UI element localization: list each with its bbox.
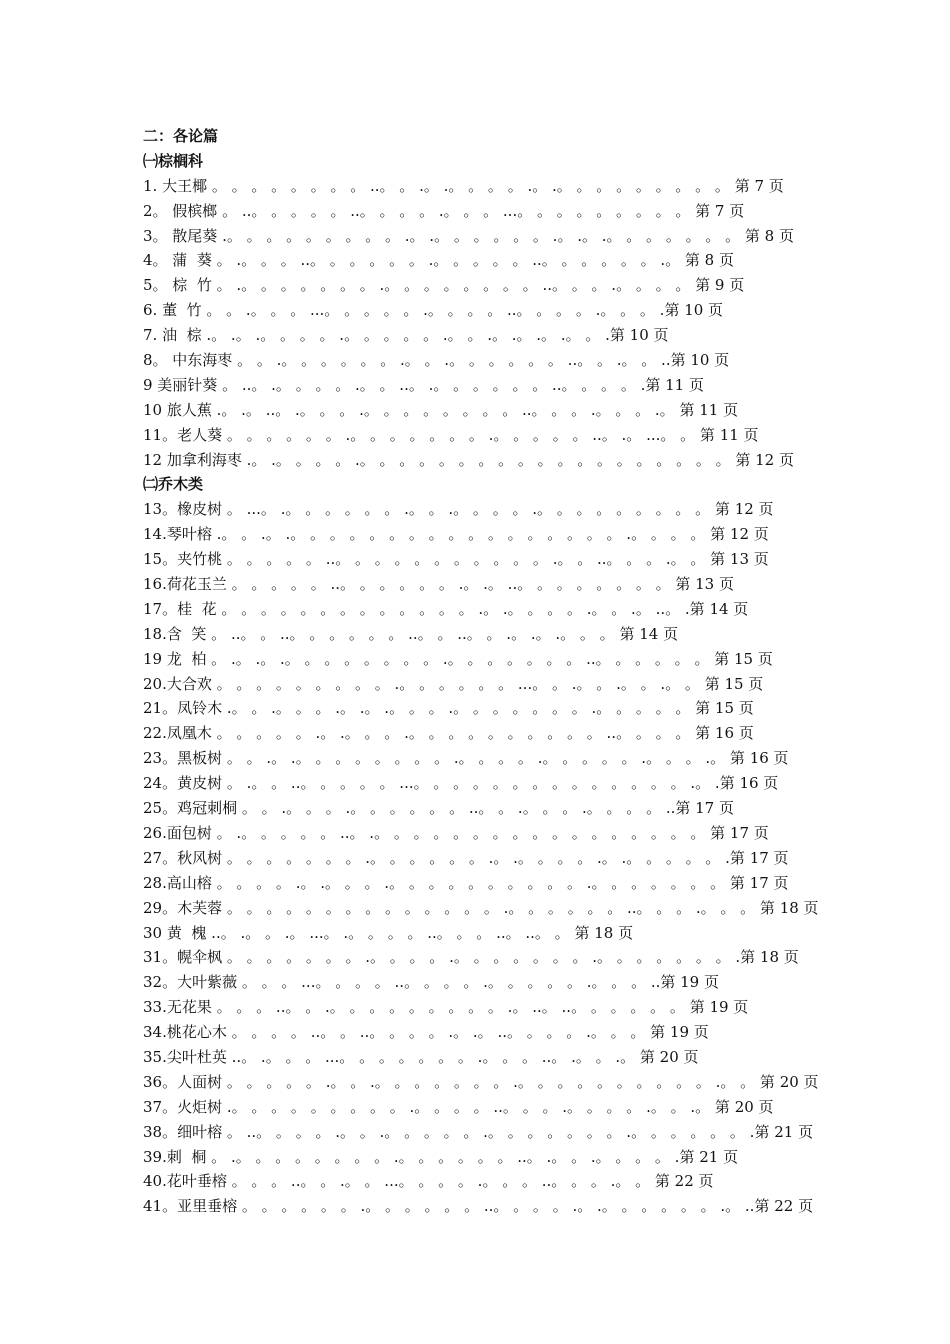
toc-entry-leader: 。 。 .。 。 。 ...。 。 。 。 。 .。 。 。 。 ..。 。 。 。 .。 。 。 .	[201, 301, 665, 320]
toc-entry-leader: .。 。 。 。 。 。 。 。 。 .。 。 。 。 ..。 。 。 .。 。 。 。 .。 。 .。	[222, 1097, 715, 1116]
toc-entry-leader: 。 ..。 。 。 。 。 ..。 。 。 。 .。 。 。 ...。 。 。 。 。 。 。 。 。	[217, 201, 696, 220]
toc-entry-leader: 。 。 .。 。 。 。 。 。 .。 。 .。 。 。 。 。 。 ..。 。 .。 。 ..	[232, 351, 671, 370]
toc-entry-label: 20.大合欢	[143, 674, 212, 693]
toc-entry-label: 15。夹竹桃	[143, 550, 223, 569]
toc-entry-label: 3。 散尾葵	[143, 226, 218, 245]
toc-entry-label: 5。 棕 竹	[143, 276, 212, 295]
toc-entry-page: 第 15 页	[714, 649, 773, 668]
toc-entry[interactable]	[143, 846, 823, 871]
toc-entry-page: 第 13 页	[710, 550, 769, 569]
toc-entry-leader: 。 ...。 .。 。 。 。 。 。 .。 。 .。 。 。 。 .。 。 。 。 。 。 。 。 。	[222, 500, 715, 519]
toc-entry[interactable]	[143, 448, 823, 473]
toc-entry-label: 10 旅人蕉	[143, 400, 212, 419]
toc-entry-label: 17。桂 花	[143, 599, 217, 618]
toc-entry[interactable]	[143, 1169, 823, 1194]
toc-entry-page: 第 22 页	[754, 1197, 814, 1216]
toc-entry-leader: 。 .。 。 。 。 。 。 。 .。 。 。 。 。 。 。 。 ..。 。 。 .。 。 。 。	[211, 276, 696, 295]
toc-entry-label: 14.琴叶榕	[143, 525, 212, 544]
toc-entry-label: 28.高山榕	[143, 873, 212, 892]
toc-entry-leader: 。 。 。 。 。 。 .。 。 。 。 。 。 。 .。 。 。 。 。 ..。 .。 ...。 。	[222, 425, 700, 444]
toc-entry[interactable]	[143, 547, 823, 572]
toc-entry-leader: 。 ..。 .。 。 。 。 .。 。 ..。 .。 。 。 。 。 。 ..。 。 。 。 .	[217, 375, 646, 394]
toc-entry-label: 6. 董 竹	[143, 301, 202, 320]
toc-entry[interactable]	[143, 672, 823, 697]
toc-entry[interactable]	[143, 497, 823, 522]
toc-entry-page: 第 8 页	[744, 226, 794, 245]
toc-entry-leader: 。 .。 。 。 。 。 。 。 。 .。 。 。 。 。 。 ..。 .。 。 .。 。 。 。 .	[206, 1147, 680, 1166]
toc-entry-label: 37。火炬树	[143, 1097, 223, 1116]
toc-entry-page: 第 11 页	[699, 425, 759, 444]
toc-entry-label: 35.尖叶杜英	[143, 1047, 227, 1066]
toc-entry-label: 7. 油 棕	[143, 326, 202, 345]
toc-entry-page: 第 20 页	[714, 1097, 774, 1116]
toc-entry[interactable]	[143, 995, 823, 1020]
toc-entry[interactable]	[143, 323, 823, 348]
toc-entry[interactable]	[143, 821, 823, 846]
toc-entry[interactable]	[143, 273, 823, 298]
toc-entry-label: 38。细叶榕	[143, 1122, 223, 1141]
toc-entry-page: 第 12 页	[714, 500, 774, 519]
toc-entry[interactable]	[143, 224, 823, 249]
toc-entry-leader: 。 。 .。 。 。 .。 。 。 。 。 。 ..。 。 .。 。 。 .。 。 。 。 ..	[237, 799, 676, 818]
toc-entry[interactable]	[143, 721, 823, 746]
toc-entry-leader: .。 。 .。 。 。 .。 .。 .。 。 。 .。 。 。 。 。 。 。 .。 。 。 。 。	[222, 699, 696, 718]
toc-entry-leader: 。 。 。 。 。 .。 。 .。 。 。 。 。 。 。 .。 。 。 。 。 。 。 。 。 。 .。 。	[222, 1072, 760, 1091]
toc-page	[143, 124, 823, 1219]
toc-entry-leader: 。 。 。 。 。 ..。 。 。 。 。 。 .。 .。 ..。 。 。 。 。 。 。 。	[226, 575, 676, 594]
toc-entry-leader: .。 .。 ..。 .。 。 。 .。 。 。 。 。 。 。 。 ..。 。 。 .。 。 。 .。	[211, 400, 680, 419]
toc-entry[interactable]	[143, 796, 823, 821]
toc-entry-page: 第 17 页	[675, 799, 734, 818]
toc-entry-page: 第 7 页	[695, 201, 745, 220]
toc-entry[interactable]	[143, 1070, 823, 1095]
toc-entry[interactable]	[143, 174, 823, 199]
toc-entry-leader: .。 。 .。 .。 。 。 。 。 。 。 。 。 。 。 。 。 。 。 。 。 .。 。 。 。	[211, 525, 711, 544]
toc-entry-page: 第 20 页	[759, 1072, 819, 1091]
toc-entry-label: 34.桃花心木	[143, 1023, 227, 1042]
toc-entry[interactable]	[143, 622, 823, 647]
toc-entry[interactable]	[143, 746, 823, 771]
group-heading: ㈠棕榈科	[143, 151, 204, 170]
toc-entry[interactable]	[143, 348, 823, 373]
toc-entry-label: 41。亚里垂榕	[143, 1197, 238, 1216]
toc-entry-leader: 。 。 。 。 。 。 。 。 ..。 。 .。 .。 。 。 。 .。 .。 。 。 。 。 。 。 。 。	[207, 176, 735, 195]
toc-entry-label: 40.花叶垂榕	[143, 1172, 227, 1191]
toc-entry-label: 30 黄 槐	[143, 923, 207, 942]
toc-entry-label: 11。老人葵	[143, 425, 223, 444]
toc-entry-leader: 。 。 。 ..。 。 .。 。 。 。 。 。 。 。 。 .。 ..。 ..。 。 。 。 。 。	[211, 998, 690, 1017]
toc-entry-page: 第 17 页	[710, 823, 769, 842]
toc-entry-leader: 。 .。 。 。 。 。 ..。 .。 。 。 。 。 。 。 。 。 。 。 。 。 。 。 。 。	[211, 823, 711, 842]
toc-entry-label: 12 加拿利海枣	[143, 450, 242, 469]
toc-entry-page: 第 19 页	[650, 1023, 709, 1042]
toc-entry[interactable]	[143, 298, 823, 323]
toc-entry-page: 第 12 页	[735, 450, 794, 469]
toc-entry-page: 第 15 页	[704, 674, 764, 693]
toc-entry[interactable]	[143, 647, 823, 672]
toc-entry-label: 2。 假槟榔	[143, 201, 218, 220]
toc-entry-label: 4。 蒲 葵	[143, 251, 212, 270]
toc-entry-leader: 。 ..。 。 。 。 .。 。 .。 。 。 。 。 .。 。 。 。 。 。 。 .。 。 。 。 。 。 .	[222, 1122, 755, 1141]
toc-entry-label: 19 龙 柏	[143, 649, 207, 668]
toc-entry-leader: ..。 .。 。 .。 ...。 .。 。 。 。 ..。 。 。 ..。 ..。 。	[206, 923, 575, 942]
toc-entry-page: 第 18 页	[740, 948, 799, 967]
section-title: 二：各论篇	[143, 127, 219, 145]
toc-entry-label: 29。木芙蓉	[143, 898, 223, 917]
toc-entry-leader: 。 。 。 。 。 。 。 。 。 .。 。 。 。 。 。 ...。 。 .。 。 .。 。 .。 。	[211, 674, 705, 693]
toc-entry-label: 18.含 笑	[143, 624, 207, 643]
toc-entry-leader: 。 。 。 。 。 。 。 .。 。 。 。 .。 。 。 。 。 。 。 .。 。 。 。 。 。 。 .	[222, 948, 741, 967]
toc-entry[interactable]	[143, 572, 823, 597]
toc-entry[interactable]	[143, 696, 823, 721]
toc-entry-leader: .。 .。 。 。 。 .。 。 。 。 。 。 。 。 。 。 。 。 。 。 。 。 。 。 。	[241, 450, 736, 469]
toc-entry[interactable]	[143, 398, 823, 423]
toc-entry[interactable]	[143, 896, 823, 921]
toc-entry-page: 第 21 页	[754, 1122, 814, 1141]
toc-entry-page: 第 14 页	[619, 624, 679, 643]
toc-entry[interactable]	[143, 1194, 823, 1219]
toc-entry-label: 33.无花果	[143, 998, 212, 1017]
toc-entry-page: 第 9 页	[695, 276, 745, 295]
toc-entry-label: 32。大叶紫薇	[143, 973, 238, 992]
toc-entry-page: 第 10 页	[670, 351, 730, 370]
toc-entry[interactable]	[143, 945, 823, 970]
toc-entry-label: 24。黄皮树	[143, 774, 223, 793]
toc-entry-page: 第 17 页	[729, 873, 789, 892]
toc-entry-page: 第 18 页	[574, 923, 634, 942]
toc-entry-page: 第 11 页	[679, 400, 739, 419]
toc-entry-page: 第 10 页	[609, 326, 669, 345]
toc-entry[interactable]	[143, 921, 823, 946]
toc-entry-label: 16.荷花玉兰	[143, 575, 227, 594]
toc-entry[interactable]	[143, 1145, 823, 1170]
toc-entry-page: 第 19 页	[689, 998, 749, 1017]
toc-entry-leader: 。 。 。 。 ..。 。 ..。 。 。 。 .。 .。 ..。 。 。 。 .。 。 。	[226, 1023, 651, 1042]
toc-entry[interactable]	[143, 1045, 823, 1070]
toc-entry-label: 8。 中东海枣	[143, 351, 233, 370]
toc-entry-page: 第 17 页	[729, 848, 789, 867]
toc-entry[interactable]	[143, 1120, 823, 1145]
toc-entry-page: 第 20 页	[639, 1047, 699, 1066]
toc-entry-leader: .。 .。 .。 。 。 。 .。 。 。 。 。 .。 。 .。 .。 .。 .。 。 .	[201, 326, 610, 345]
toc-entry-page: 第 22 页	[654, 1172, 714, 1191]
toc-entry-leader: 。 。 .。 .。 。 。 。 。 。 。 。 .。 。 。 。 .。 。 。 。 。 .。 。 。 .。	[222, 749, 730, 768]
toc-entry-label: 1. 大王椰	[143, 176, 208, 195]
toc-entry[interactable]	[143, 248, 823, 273]
toc-entry-page: 第 14 页	[689, 599, 749, 618]
toc-entry-leader: 。 。 。 ...。 。 。 。 ..。 。 。 。 .。 。 。 。 。 .。 。 。 ..	[237, 973, 661, 992]
toc-entry-leader: 。 .。 。 ..。 。 。 。 。 ...。 。 。 。 。 。 。 。 。 。 。 。 。 。 .。 .	[222, 774, 720, 793]
group-heading: ㈡乔木类	[143, 475, 204, 494]
toc-entry[interactable]	[143, 597, 823, 622]
toc-entry-leader: 。 .。 .。 .。 。 。 。 。 。 。 。 .。 。 。 。 。 。 。 ..。 。 。 。 。 。	[206, 649, 715, 668]
toc-entry[interactable]	[143, 522, 823, 547]
toc-entry-label: 23。黑板树	[143, 749, 223, 768]
toc-entry[interactable]	[143, 1020, 823, 1045]
toc-entry[interactable]	[143, 871, 823, 896]
toc-entry-leader: 。 。 。 。 。 ..。 。 。 。 。 。 。 。 。 。 。 .。 。 ..。 。 。 .。 。	[222, 550, 711, 569]
toc-entry-page: 第 21 页	[679, 1147, 739, 1166]
toc-entry-leader: 。 .。 。 。 ..。 。 。 。 。 。 .。 。 。 。 。 ..。 。 。 。 。 。 .。	[211, 251, 685, 270]
toc-entry-label: 21。凤铃木	[143, 699, 223, 718]
toc-entry-leader: 。 。 。 ..。 。 .。 。 ...。 。 。 。 .。 。 。 ..。 。 。 .。 。	[226, 1172, 655, 1191]
toc-entry-leader: 。 ..。 。 ..。 。 。 。 。 。 ..。 。 ..。 。 .。 .。 .。 。 。	[206, 624, 620, 643]
toc-entry[interactable]	[143, 970, 823, 995]
toc-entry[interactable]	[143, 423, 823, 448]
toc-entry-leader: ..。 .。 。 。 ...。 。 。 。 。 。 。 .。 。 。 ..。 .。 。 .。	[226, 1047, 640, 1066]
toc-entry-page: 第 16 页	[719, 774, 779, 793]
toc-entry-page: 第 8 页	[684, 251, 734, 270]
toc-entry-page: 第 10 页	[664, 301, 724, 320]
toc-entry[interactable]	[143, 373, 823, 398]
toc-entry-leader: 。 。 。 。 。 。 。 .。 。 。 。 。 。 .。 .。 。 。 。 .。 .。 。 。 。 。 .	[222, 848, 730, 867]
toc-entry-leader: 。 。 。 。 。 。 .。 。 。 。 。 。 ..。 。 。 。 .。 .。 。 。 。 。 。 .。 ..	[237, 1197, 755, 1216]
toc-body	[143, 149, 823, 1219]
toc-entry-leader: 。 。 。 。 。 。 。 。 。 。 。 。 。 .。 .。 。 。 。 .。 。 .。 ..。 .	[216, 599, 690, 618]
toc-entry-label: 39.刺 桐	[143, 1147, 207, 1166]
toc-entry[interactable]	[143, 771, 823, 796]
toc-entry-label: 13。橡皮树	[143, 500, 223, 519]
toc-entry-label: 25。鸡冠刺桐	[143, 799, 238, 818]
toc-entry-label: 22.凤凰木	[143, 724, 212, 743]
toc-entry-page: 第 18 页	[759, 898, 819, 917]
toc-entry-page: 第 11 页	[645, 375, 704, 394]
toc-entry[interactable]	[143, 1095, 823, 1120]
toc-entry-label: 9 美丽针葵	[143, 375, 218, 394]
toc-entry-leader: 。 。 。 。 。 。 。 。 。 。 。 。 。 。 .。 。 。 。 。 。 ..。 。 。 .。 。 。	[222, 898, 760, 917]
toc-entry-page: 第 16 页	[695, 724, 754, 743]
toc-entry-page: 第 12 页	[710, 525, 769, 544]
toc-entry-label: 31。幌伞枫	[143, 948, 223, 967]
toc-entry-page: 第 19 页	[660, 973, 719, 992]
toc-entry-leader: 。 。 。 。 。 .。 .。 。 。 .。 。 。 。 。 。 。 。 。 。 ..。 。 。 。	[211, 724, 696, 743]
toc-entry-label: 36。人面树	[143, 1072, 223, 1091]
toc-entry-page: 第 13 页	[675, 575, 734, 594]
toc-entry-page: 第 7 页	[734, 176, 784, 195]
toc-entry-label: 26.面包树	[143, 823, 212, 842]
toc-entry-page: 第 16 页	[729, 749, 789, 768]
toc-entry-label: 27。秋风树	[143, 848, 223, 867]
toc-entry[interactable]	[143, 199, 823, 224]
toc-entry-leader: 。 。 。 。 .。 .。 。 。 .。 。 。 。 。 。 。 。 。 。 .。 。 。 。 。 。 。	[211, 873, 730, 892]
toc-entry-leader: .。 。 。 。 。 。 。 。 。 .。 .。 。 。 。 。 。 .。 .。 .。 。 。 。 。 。 。	[217, 226, 745, 245]
toc-entry-page: 第 15 页	[695, 699, 754, 718]
